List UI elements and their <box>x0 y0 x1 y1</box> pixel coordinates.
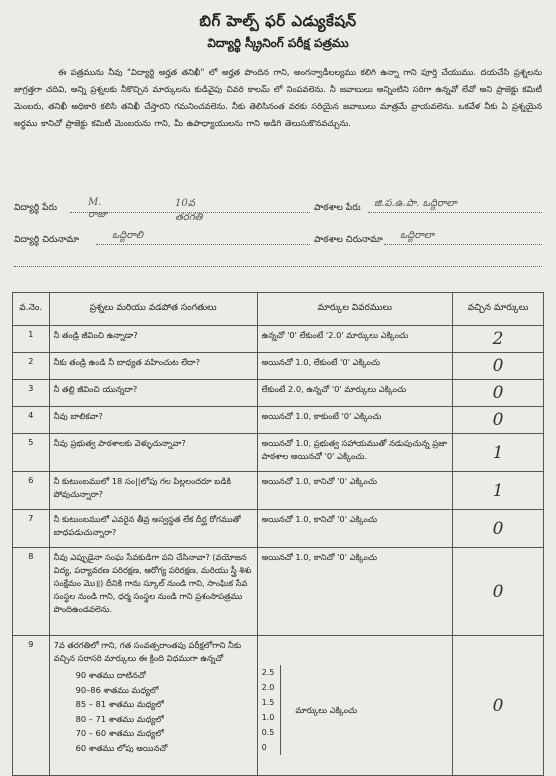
school-address-line <box>384 244 542 245</box>
row-question: నీ కుటుంబములో ఎవరైన తీవ్ర అస్వస్థత లేక దీర్ఘ రోగముతో బాధపడుచున్నారా? <box>49 510 257 548</box>
row-question: నీవు ప్రభుత్వ పాఠశాలకు వెళ్ళుచున్నావా? <box>49 434 257 472</box>
student-address-field <box>14 235 79 247</box>
row-score: 1 <box>492 442 504 463</box>
row-score: 0 <box>492 581 504 602</box>
school-name-value: జి.ప.ఉ.పా. ఒద్దిరాలా <box>374 198 457 209</box>
band-item: 90 శాతము దాటినచో <box>75 670 146 680</box>
row-mark-rule: అయినచో 1.0, కానిచో '0' ఎక్కించు <box>257 472 452 510</box>
row-question: నీవు బాలికవా? <box>49 407 257 434</box>
row-mark-rule: అయినచో 1.0, కానిచో '0' ఎక్కించు <box>257 548 452 636</box>
screening-table <box>12 292 544 776</box>
col-header-mark-details: మార్కుల వివరములు <box>257 293 452 326</box>
mark-scale <box>262 665 448 755</box>
student-name-value: M. రాజు <box>88 197 108 220</box>
row-number: 4 <box>13 407 50 434</box>
row-score: 0 <box>492 356 504 376</box>
row-number: 2 <box>13 353 50 380</box>
row-mark-rule: మార్కులు ఎక్కించు <box>295 704 358 715</box>
student-address-label: విద్యార్థి చిరునామా <box>14 235 79 245</box>
row-mark-rule: అయినచో 1.0, కాకుంటే '0' ఎక్కించు <box>257 407 452 434</box>
student-address-value: ఒద్దిరాలి <box>112 230 144 241</box>
row-question: నీ తల్లి జీవించి యున్నదా? <box>49 380 257 407</box>
row-number: 6 <box>13 472 50 510</box>
row-score-cell[interactable] <box>453 472 544 510</box>
row-number: 9 <box>13 636 50 776</box>
row-mark-rule: అయినచో 1.0, కానిచో '0' ఎక్కించు <box>257 510 452 548</box>
row-mark-rule: అయినచో 1.0, లేకుంటే '0' ఎక్కించు <box>257 353 452 380</box>
col-header-marks-obtained: వచ్చిన మార్కులు <box>453 293 544 326</box>
address-extra-line <box>14 266 542 267</box>
row-score: 0 <box>492 410 504 430</box>
table-row <box>13 548 544 636</box>
school-name-label: పాఠశాల పేరు <box>314 203 361 213</box>
table-row <box>13 472 544 510</box>
table-row <box>13 407 544 434</box>
band-item: 80 – 71 శాతము మధ్యలో <box>75 713 164 724</box>
row-mark-scale-cell <box>257 636 452 776</box>
row-score: 0 <box>492 383 504 403</box>
band-mark: 1.0 <box>261 713 275 722</box>
student-name-field <box>14 203 57 215</box>
row-question: నీకు తండ్రి ఉండి నీ బాధ్యత వహించుట లేదా? <box>49 353 257 380</box>
row-score-cell[interactable] <box>453 380 544 407</box>
table-row <box>13 380 544 407</box>
table-row <box>13 326 544 353</box>
row-mark-rule: ఉన్నచో '0' లేకుంటే '2.0' మార్కులు ఎక్కించు <box>257 326 452 353</box>
row-number: 7 <box>13 510 50 548</box>
percentage-bands <box>76 668 253 755</box>
table-row <box>13 636 544 776</box>
row-score-cell[interactable] <box>453 434 544 472</box>
form-subtitle: విద్యార్థి స్క్రీనింగ్ పరీక్ష పత్రము <box>207 36 349 50</box>
col-header-serial: వ.నెం. <box>13 293 50 326</box>
school-address-field <box>314 235 383 247</box>
school-address-value: ఒద్దిరాలా <box>400 230 435 241</box>
row-question: నీ తండ్రి జీవించి ఉన్నాడా? <box>49 326 257 353</box>
form-title: బిగ్ హెల్ప్ ఫర్ ఎడ్యుకేషన్ <box>199 12 357 30</box>
school-address-label: పాఠశాల చిరునామా <box>314 235 383 245</box>
mark-scale-values <box>262 665 282 755</box>
band-mark: 2.5 <box>261 668 275 677</box>
row-score: 1 <box>492 480 504 501</box>
band-item: 85 – 81 శాతము మధ్యలో <box>75 699 164 709</box>
band-item: 70 – 60 శాతము మధ్యలో <box>75 728 164 738</box>
row-mark-rule: లేకుంటే 2.0, ఉన్నచో '0' మార్కులు ఎక్కించు <box>257 380 452 407</box>
student-name-label: విద్యార్థి పేరు <box>14 203 57 213</box>
table-row <box>13 434 544 472</box>
col-header-questions: ప్రశ్నలు మరియు వడపోత సంగతులు <box>49 293 257 326</box>
row-score-cell[interactable] <box>453 548 544 636</box>
row-number: 8 <box>13 548 50 636</box>
row-question: నీ కుటుంబములో 18 సం||లోపు గల పిల్లలందరూ బడికి పోవుచున్నారా? <box>49 472 257 510</box>
school-name-line <box>368 212 542 213</box>
class-value: 10వ తరగతి <box>175 198 203 223</box>
row-number: 1 <box>13 326 50 353</box>
band-mark: 2.0 <box>261 683 275 692</box>
row-score-cell[interactable] <box>453 407 544 434</box>
instructions-paragraph: ఈ పత్రమును నీవు "విద్యార్థి అర్హత తనిఖీ" లో అర్హత పొందిన గాని, అంగన్వాడీలల్యము కలిగి ఉన్నా గాని పూర్తి చేయుము. దయచేసి ప్రశ్నలను జాగ్రత్తగా చదివి, అన్ని ప్రశ్నలకు నీకొచ్చిన మార్కులను కుడివైపు చివరి కాలమ్ లో నింపవలెను. నీ జవాబులు అన్నింటిని సరిగా ఉన్నవో లేవో అని ప్రాజెక్టు కమిటీ మెంబరు, తనిఖీ అధికారి కలిసి తనిఖీ చేస్తారని గమనించవలెను. నీకు తెలిసినంత వరకు సరియైన జవాబులు మాత్రమే వ్రాయవలెను. ఒకవేళ నీకు ఏ ప్రశ్నయైన అర్థము కానిచో ప్రాజెక్టు కమిటీ మెంబరును గాని, మీ ఉపాధ్యాయులను గాని అడిగి తెలుసుకొనవచ్చును. <box>14 67 542 128</box>
row-number: 5 <box>13 434 50 472</box>
row-score: 0 <box>492 518 504 539</box>
band-mark: 1.5 <box>261 698 275 707</box>
row-score-cell[interactable] <box>453 353 544 380</box>
row-question: నీవు ఎప్పుడైనా సంఘ సేవకుడిగా పని చేసినావా? (వయోజన విద్య, పర్యావరణ పరిరక్షణ, ఆరోగ్య పరిరక్షణ, మరియు స్త్రీ శిశు సంక్షేమం మొ॥) దీనికి గాను స్కూల్ నుండి గాని, సాంఘిక సేవ సంస్థల నుండి గాని, ధర్మ సంస్థల నుండి గాని ప్రశంసాపత్రము పొందిఉండవలెను. <box>49 548 257 636</box>
row-question-with-bands <box>49 636 257 776</box>
row-score-cell[interactable] <box>453 326 544 353</box>
row-score: 2 <box>492 329 504 349</box>
band-item: 90–86 శాతము మధ్యలో <box>75 684 159 695</box>
band-mark: 0.5 <box>261 728 275 737</box>
row-question: 7వ తరగతిలో గాని, గత సంవత్సరాంతపు పరీక్షలోగాని నీకు వచ్చిన సరాసరి మార్కులు ఈ క్రింది విధముగా ఉన్నచో <box>53 640 242 663</box>
band-mark: 0 <box>261 743 267 752</box>
row-score-cell[interactable] <box>453 636 544 776</box>
student-address-line <box>96 244 310 245</box>
row-number: 3 <box>13 380 50 407</box>
band-item: 60 శాతము లోపు అయినచో <box>75 742 168 753</box>
row-mark-rule: అయినచో 1.0, ప్రభుత్వ సహాయముతో నడుపుచున్న ప్రజా పాఠశాల అయినచో '0' ఎక్కించు. <box>257 434 452 472</box>
school-name-field <box>314 203 361 215</box>
table-row <box>13 353 544 380</box>
row-score: 0 <box>492 695 504 716</box>
row-score-cell[interactable] <box>453 510 544 548</box>
table-header-row <box>13 293 544 326</box>
table-row <box>13 510 544 548</box>
